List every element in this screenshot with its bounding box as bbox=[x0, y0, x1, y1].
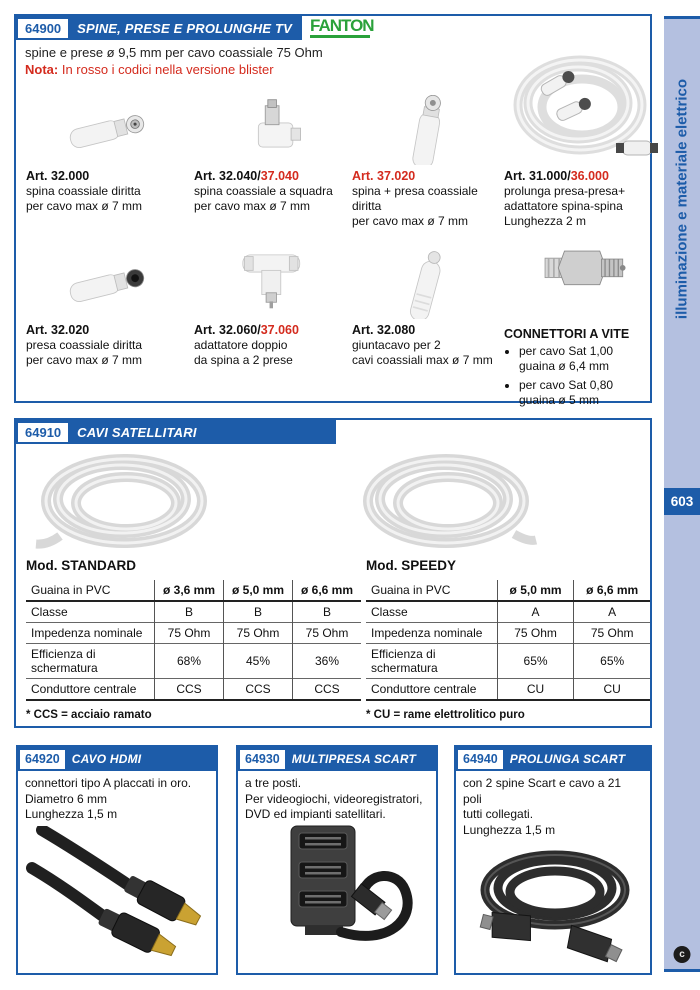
item-line: per cavo Sat 1,00 bbox=[519, 344, 614, 359]
article-black: Art. 31.000/ bbox=[504, 168, 571, 183]
product-photo-cable-joiner bbox=[352, 233, 504, 319]
scart-extension-drawing bbox=[463, 842, 643, 972]
cell-value: 65% bbox=[497, 644, 574, 679]
product-photo-plug-socket-straight bbox=[352, 81, 504, 165]
row-label: Conduttore centrale bbox=[366, 679, 497, 701]
description-line: Per videogiochi, videoregistratori, bbox=[245, 791, 423, 806]
section-header-cavi bbox=[16, 420, 336, 444]
cell-value: B bbox=[293, 601, 362, 623]
description-line: spine e prese ø 9,5 mm per cavo coassiale 75 Ohm bbox=[25, 45, 323, 60]
article-number bbox=[26, 169, 194, 185]
header-cell: ø 3,6 mm bbox=[155, 580, 224, 601]
coax-plug-straight-drawing bbox=[54, 95, 166, 165]
article-black: Art. 32.060/ bbox=[194, 322, 261, 337]
caption-line: Lunghezza 2 m bbox=[504, 214, 587, 229]
header-cell: ø 5,0 mm bbox=[224, 580, 293, 601]
cell-value: CU bbox=[497, 679, 574, 701]
section-title: SPINE, PRESE E PROLUNGHE TV bbox=[77, 20, 293, 36]
row-label: Efficienza di schermatura bbox=[366, 644, 497, 679]
caption-line: per cavo max ø 7 mm bbox=[26, 353, 143, 368]
section-header-multipresa bbox=[238, 747, 436, 771]
product-photo-f-connector bbox=[504, 233, 662, 297]
caption-line: spina coassiale a squadra bbox=[194, 184, 333, 199]
section-header-hdmi bbox=[18, 747, 216, 771]
coax-socket-straight-drawing bbox=[54, 249, 166, 319]
product-photo-coax-socket-straight bbox=[26, 233, 194, 319]
table-row bbox=[366, 601, 650, 623]
article-red: 37.060 bbox=[260, 322, 299, 337]
speedy-spec-table bbox=[366, 580, 650, 701]
caption-line: giuntacavo per 2 bbox=[352, 338, 441, 353]
fanton-brand-logo bbox=[310, 17, 376, 38]
description-line: DVD ed impianti satellitari. bbox=[245, 807, 386, 822]
cell-value: CCS bbox=[293, 679, 362, 701]
row-label: Conduttore centrale bbox=[26, 679, 155, 701]
table-row bbox=[366, 644, 650, 679]
header-cell: ø 6,6 mm bbox=[574, 580, 650, 601]
caption-line: per cavo max ø 7 mm bbox=[26, 199, 143, 214]
description-line: connettori tipo A placcati in oro. bbox=[25, 776, 192, 790]
caption-line: cavi coassiali max ø 7 mm bbox=[352, 353, 493, 368]
article-number bbox=[504, 169, 662, 185]
product-caption bbox=[352, 319, 504, 413]
table-row bbox=[26, 644, 361, 679]
section-header-prolunga bbox=[456, 747, 650, 771]
row-label: Impedenza nominale bbox=[366, 623, 497, 644]
article-black: Art. 32.040/ bbox=[194, 168, 261, 183]
product-grid bbox=[16, 79, 650, 413]
model-label-speedy: Mod. SPEEDY bbox=[366, 558, 457, 573]
table-row bbox=[26, 679, 361, 701]
section-code-badge: 64900 bbox=[18, 19, 68, 38]
standard-spec-table bbox=[26, 580, 361, 701]
cell-value: 75 Ohm bbox=[155, 623, 224, 644]
description-line: con 2 spine Scart e cavo a 21 poli bbox=[463, 776, 622, 806]
double-adapter-drawing bbox=[217, 239, 329, 319]
section-title: CAVI SATELLITARI bbox=[77, 424, 197, 440]
screw-connectors-header: CONNETTORI A VITE bbox=[504, 326, 630, 341]
section-cavi-satellitari bbox=[14, 418, 652, 728]
section-spine-prese bbox=[14, 14, 652, 408]
table-header-row bbox=[366, 580, 650, 601]
cell-value: B bbox=[155, 601, 224, 623]
table-row bbox=[366, 623, 650, 644]
description-line: Lunghezza 1,5 m bbox=[25, 807, 118, 822]
table-row bbox=[26, 623, 361, 644]
product-caption bbox=[352, 165, 504, 233]
cell-value: 75 Ohm bbox=[224, 623, 293, 644]
article-red: Art. 37.020 bbox=[352, 168, 416, 183]
table-row bbox=[26, 601, 361, 623]
section-title: PROLUNGA SCART bbox=[509, 752, 626, 766]
section-code-badge: 64930 bbox=[240, 750, 285, 769]
product-photo-scart-multisocket bbox=[238, 823, 436, 951]
caption-line: da spina a 2 prese bbox=[194, 353, 293, 368]
cable-coil-photo-speedy bbox=[354, 448, 539, 554]
brand-name: FANTON bbox=[310, 16, 374, 35]
section-code-badge: 64910 bbox=[18, 423, 68, 442]
section-multipresa-scart bbox=[236, 745, 438, 975]
product-photo-hdmi-cable bbox=[18, 823, 216, 961]
section-prolunga-scart bbox=[454, 745, 652, 975]
cell-value: CU bbox=[574, 679, 650, 701]
product-caption bbox=[26, 165, 194, 233]
description-line: tutti collegati. bbox=[463, 807, 534, 822]
section-code-badge: 64920 bbox=[20, 750, 65, 769]
article-number bbox=[352, 169, 504, 185]
item-line: guaina ø 6,4 mm bbox=[519, 359, 610, 374]
item-line: guaina ø 5 mm bbox=[519, 393, 600, 408]
list-item bbox=[519, 378, 662, 408]
row-label: Efficienza di schermatura bbox=[26, 644, 155, 679]
model-label-standard: Mod. STANDARD bbox=[26, 558, 136, 573]
cell-value: A bbox=[574, 601, 650, 623]
article-black: Art. 32.020 bbox=[26, 322, 90, 337]
section-description bbox=[456, 771, 650, 838]
section-cavo-hdmi bbox=[16, 745, 218, 975]
footnote-speedy: * CU = rame elettrolitico puro bbox=[366, 709, 525, 721]
list-item bbox=[519, 344, 662, 374]
article-red: 37.040 bbox=[260, 168, 299, 183]
product-caption bbox=[26, 319, 194, 413]
coax-extension-cable-drawing bbox=[504, 49, 662, 165]
cell-value: 45% bbox=[224, 644, 293, 679]
section-description bbox=[18, 771, 216, 823]
product-caption bbox=[504, 165, 662, 233]
page-number-badge: 603 bbox=[664, 488, 700, 515]
article-red: 36.000 bbox=[570, 168, 609, 183]
caption-line: spina coassiale diritta bbox=[26, 184, 141, 199]
description-line: Diametro 6 mm bbox=[25, 791, 108, 806]
cell-value: 36% bbox=[293, 644, 362, 679]
cell-value: A bbox=[497, 601, 574, 623]
product-caption bbox=[194, 165, 352, 233]
product-photo-scart-extension bbox=[456, 838, 650, 976]
scart-multisocket-drawing bbox=[249, 824, 425, 950]
article-number bbox=[194, 323, 352, 339]
article-number bbox=[26, 323, 194, 339]
row-label: Classe bbox=[31, 605, 68, 619]
caption-line: per cavo max ø 7 mm bbox=[194, 199, 311, 214]
cell-value: CCS bbox=[224, 679, 293, 701]
product-photo-double-adapter bbox=[194, 233, 352, 319]
screw-connectors-list bbox=[504, 344, 662, 408]
caption-line: per cavo max ø 7 mm bbox=[352, 214, 469, 229]
section-header-spine bbox=[16, 16, 302, 40]
header-cell: ø 5,0 mm bbox=[497, 580, 574, 601]
product-photo-coax-plug-straight bbox=[26, 81, 194, 165]
caption-line: adattatore spina-spina bbox=[504, 199, 623, 214]
header-cell: Guaina in PVC bbox=[26, 580, 155, 601]
f-connector-drawing bbox=[525, 237, 641, 297]
header-cell: ø 6,6 mm bbox=[293, 580, 362, 601]
nota-text: In rosso i codici nella versione blister bbox=[58, 61, 274, 77]
table-header-row bbox=[26, 580, 361, 601]
row-label: Impedenza nominale bbox=[26, 623, 155, 644]
cell-value: 75 Ohm bbox=[293, 623, 362, 644]
hdmi-cable-drawing bbox=[24, 826, 210, 958]
coax-plug-angled-drawing bbox=[217, 93, 329, 165]
cell-value: 68% bbox=[155, 644, 224, 679]
section-description bbox=[238, 771, 436, 823]
cell-value: CCS bbox=[155, 679, 224, 701]
table-row bbox=[366, 679, 650, 701]
product-photo-coax-extension-cable bbox=[504, 81, 662, 165]
cell-value: B bbox=[224, 601, 293, 623]
section-title: MULTIPRESA SCART bbox=[291, 752, 417, 766]
caption-line: presa coassiale diritta bbox=[26, 338, 143, 353]
caption-line: adattatore doppio bbox=[194, 338, 288, 353]
caption-line: prolunga presa-presa+ bbox=[504, 184, 626, 199]
cell-value: 75 Ohm bbox=[574, 623, 650, 644]
corner-logo-icon: c bbox=[674, 946, 691, 963]
cable-joiner-drawing bbox=[373, 247, 483, 319]
category-label: illuminazione e materiale elettrico bbox=[673, 79, 691, 320]
cell-value: 65% bbox=[574, 644, 650, 679]
section-title: CAVO HDMI bbox=[71, 752, 142, 766]
description-line: a tre posti. bbox=[245, 776, 302, 790]
footnote-standard: * CCS = acciaio ramato bbox=[26, 709, 152, 721]
cable-coil-photo-standard bbox=[32, 448, 217, 554]
article-black: Art. 32.000 bbox=[26, 168, 90, 183]
section-code-badge: 64940 bbox=[458, 750, 503, 769]
article-number bbox=[352, 323, 504, 339]
screw-connectors-block bbox=[504, 319, 662, 413]
product-photo-coax-plug-angled bbox=[194, 81, 352, 165]
brand-underline bbox=[310, 35, 370, 38]
item-line: per cavo Sat 0,80 bbox=[519, 378, 614, 393]
row-label: Classe bbox=[371, 605, 408, 619]
caption-line: diritta bbox=[352, 199, 382, 214]
article-number bbox=[194, 169, 352, 185]
plug-socket-straight-drawing bbox=[373, 95, 483, 165]
cell-value: 75 Ohm bbox=[497, 623, 574, 644]
category-sidebar bbox=[664, 16, 700, 972]
product-caption bbox=[194, 319, 352, 413]
header-cell: Guaina in PVC bbox=[366, 580, 497, 601]
caption-line: spina + presa coassiale bbox=[352, 184, 478, 199]
article-black: Art. 32.080 bbox=[352, 322, 416, 337]
nota-label: Nota: bbox=[25, 61, 59, 77]
description-line: Lunghezza 1,5 m bbox=[463, 822, 556, 837]
